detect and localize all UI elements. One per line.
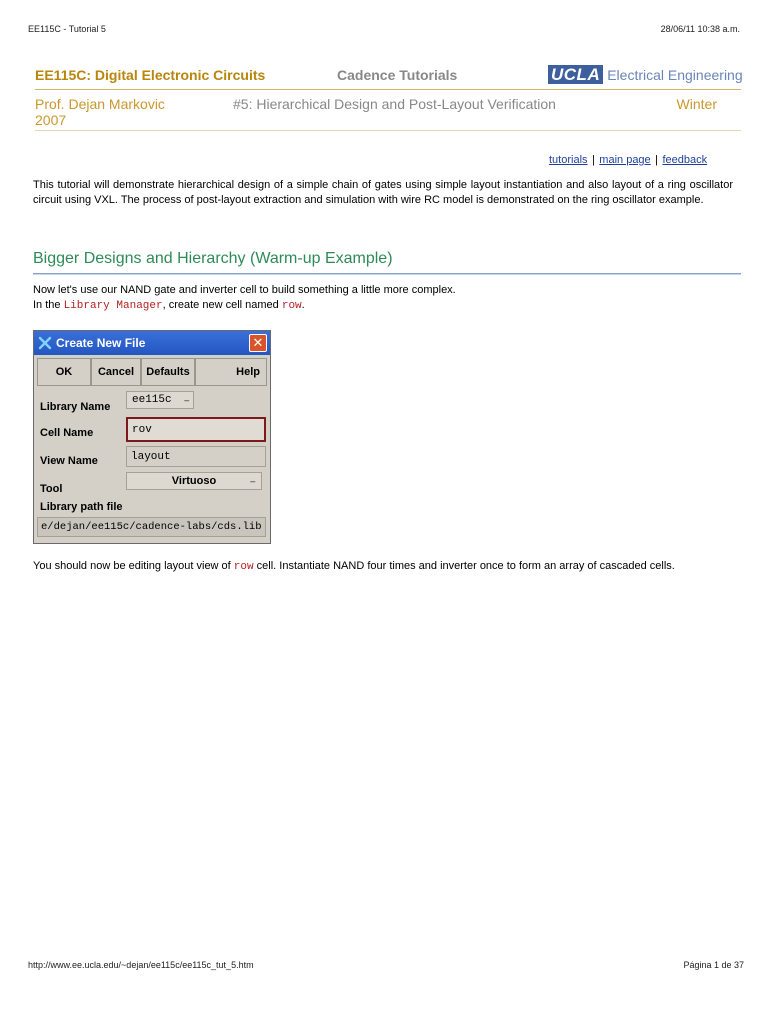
x-app-icon [38, 336, 52, 350]
section-heading: Bigger Designs and Hierarchy (Warm-up Example) [33, 250, 393, 267]
text-fragment: cell. Instantiate NAND four times and inverter once to form an array of cascaded cells. [253, 560, 675, 572]
dialog-titlebar [34, 331, 270, 355]
ucla-brand [548, 65, 743, 84]
feedback-link[interactable]: feedback [662, 154, 708, 166]
dialog-title: Create New File [56, 336, 146, 350]
tool-select[interactable] [126, 472, 262, 490]
text-fragment: In the [33, 299, 64, 311]
text-fragment: You should now be editing layout view of [33, 560, 234, 572]
dropdown-icon: ⎯ [184, 394, 189, 405]
close-icon[interactable]: ✕ [249, 334, 267, 352]
section-divider [33, 273, 741, 275]
nav-separator: | [655, 154, 658, 166]
defaults-button[interactable]: Defaults [141, 358, 195, 386]
ucla-logo: UCLA [548, 65, 603, 84]
nav-separator: | [591, 154, 595, 166]
department-name: Electrical Engineering [607, 66, 743, 83]
print-datetime: 28/06/11 10:38 a.m. [660, 24, 740, 34]
section-text-line2 [33, 298, 305, 314]
tool-label: Tool [40, 483, 63, 495]
year: 2007 [35, 112, 67, 128]
library-path-label: Library path file [40, 501, 123, 513]
ok-button[interactable]: OK [37, 358, 91, 386]
section-text-line1: Now let's use our NAND gate and inverter cell to build something a little more complex. [33, 284, 456, 296]
tutorial-title: #5: Hierarchical Design and Post-Layout Verification [233, 96, 556, 112]
view-name-input[interactable]: layout [126, 446, 266, 467]
library-name-select[interactable] [126, 391, 194, 409]
tool-value: Virtuoso [171, 475, 217, 487]
help-button[interactable]: Help [195, 358, 267, 386]
intro-paragraph: This tutorial will demonstrate hierarchical design of a simple chain of gates using simple layout instantiation and also layout of a ring oscillator circuit using VXL. The process of post-layout extraction and simulation with wire RC model is demonstrated on the ring oscillator example. [33, 179, 733, 206]
tutorials-link[interactable]: tutorials [549, 154, 588, 166]
cancel-button[interactable]: Cancel [91, 358, 141, 386]
library-name-label: Library Name [40, 401, 111, 413]
footer-page-number: Página 1 de 37 [683, 960, 744, 970]
footer-url: http://www.ee.ucla.edu/~dejan/ee115c/ee115c_tut_5.htm [28, 960, 254, 970]
text-fragment: , create new cell named [162, 299, 282, 311]
term: Winter [676, 96, 717, 112]
header-bottom-divider [35, 130, 741, 131]
print-doc-title: EE115C - Tutorial 5 [28, 24, 106, 34]
create-new-file-dialog [33, 330, 271, 544]
main-page-link[interactable]: main page [599, 154, 651, 166]
library-name-value: ee115c [132, 394, 172, 406]
after-dialog-text [33, 559, 675, 575]
course-title: EE115C: Digital Electronic Circuits [35, 67, 266, 83]
header-divider [35, 89, 741, 90]
cell-name-input[interactable]: rov [126, 417, 266, 442]
nav-links [549, 150, 707, 168]
code-row: row [281, 300, 302, 312]
library-path-input[interactable]: e/dejan/ee115c/cadence-labs/cds.lib [37, 517, 266, 537]
dropdown-icon: ⎯ [250, 475, 255, 486]
cell-name-label: Cell Name [40, 427, 94, 439]
professor-name: Prof. Dejan Markovic [35, 96, 165, 112]
view-name-label: View Name [40, 455, 98, 467]
text-fragment: . [301, 299, 305, 311]
section-title: Cadence Tutorials [337, 67, 458, 83]
code-library-manager: Library Manager [63, 300, 163, 312]
code-row-cell: row [233, 561, 254, 573]
